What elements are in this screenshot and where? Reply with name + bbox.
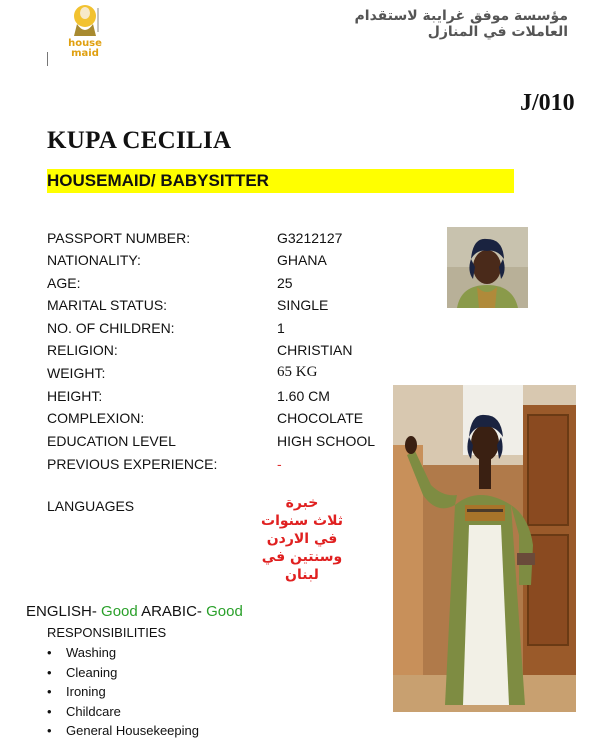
bullet-icon: •: [47, 704, 52, 719]
responsibilities-title: RESPONSIBILITIES: [47, 625, 167, 640]
detail-label-passport: PASSPORT NUMBER:: [47, 230, 191, 246]
bullet-icon: •: [47, 645, 52, 660]
company-name: مؤسسة موفق غرايبة لاستقدام العاملات في المنازل: [354, 8, 568, 40]
detail-value-passport: G3212127: [277, 230, 343, 246]
responsibility-text: Cleaning: [66, 665, 118, 680]
languages-label: LANGUAGES: [47, 498, 135, 514]
logo-text-bottom: maid: [71, 48, 99, 58]
english-label: ENGLISH-: [26, 603, 97, 620]
header-divider: [47, 52, 48, 66]
list-item: [47, 704, 121, 719]
detail-value-education: HIGH SCHOOL: [277, 433, 376, 449]
detail-value-experience: -: [277, 456, 282, 472]
reference-number: J/010: [520, 90, 575, 116]
detail-value-children: 1: [277, 320, 285, 336]
responsibility-text: Childcare: [66, 704, 121, 719]
full-body-photo: [393, 385, 576, 712]
detail-label-education: EDUCATION LEVEL: [47, 433, 176, 449]
arabic-level: Good: [206, 603, 243, 620]
english-level: Good: [101, 603, 138, 620]
experience-note-line: ثلاث سنوات: [261, 513, 343, 529]
detail-label-nationality: NATIONALITY:: [47, 252, 141, 268]
experience-note-line: خبرة: [285, 495, 319, 511]
detail-label-children: NO. OF CHILDREN:: [47, 320, 175, 336]
detail-label-weight: WEIGHT:: [47, 365, 106, 381]
detail-label-religion: RELIGION:: [47, 342, 118, 358]
list-item: [47, 665, 117, 680]
detail-value-age: 25: [277, 275, 293, 291]
detail-value-complexion: CHOCOLATE: [277, 410, 364, 426]
detail-label-age: AGE:: [47, 275, 81, 291]
candidate-name: KUPA CECILIA: [47, 127, 232, 154]
languages-line: [26, 603, 243, 620]
responsibility-text: Ironing: [66, 684, 106, 699]
candidate-position: HOUSEMAID/ BABYSITTER: [47, 171, 269, 190]
detail-label-experience: PREVIOUS EXPERIENCE:: [47, 456, 218, 472]
full-body-photo-image: [393, 385, 576, 712]
experience-note-line: لبنان: [285, 567, 319, 583]
responsibility-text: General Housekeeping: [66, 723, 199, 738]
detail-value-religion: CHRISTIAN: [277, 342, 353, 358]
bullet-icon: •: [47, 684, 52, 699]
responsibility-text: Washing: [66, 645, 117, 660]
list-item: [47, 723, 199, 738]
experience-note-line: وسنتين في: [261, 549, 343, 565]
detail-label-marital-status: MARITAL STATUS:: [47, 297, 168, 313]
company-logo: [60, 2, 110, 58]
detail-value-weight: 65 KG: [277, 364, 318, 380]
list-item: [47, 645, 116, 660]
experience-note-line: في الاردن: [266, 531, 338, 547]
experience-note: [247, 494, 357, 584]
logo-text-top: house: [68, 38, 102, 49]
arabic-label: ARABIC-: [141, 603, 202, 620]
bullet-icon: •: [47, 665, 52, 680]
housemaid-logo-icon: [60, 2, 110, 58]
list-item: [47, 684, 106, 699]
detail-value-height: 1.60 CM: [277, 388, 330, 404]
detail-value-nationality: GHANA: [277, 252, 327, 268]
bullet-icon: •: [47, 723, 52, 738]
portrait-photo: [447, 227, 528, 308]
detail-label-complexion: COMPLEXION:: [47, 410, 145, 426]
portrait-photo-image: [447, 227, 528, 308]
detail-value-marital-status: SINGLE: [277, 297, 329, 313]
detail-label-height: HEIGHT:: [47, 388, 103, 404]
